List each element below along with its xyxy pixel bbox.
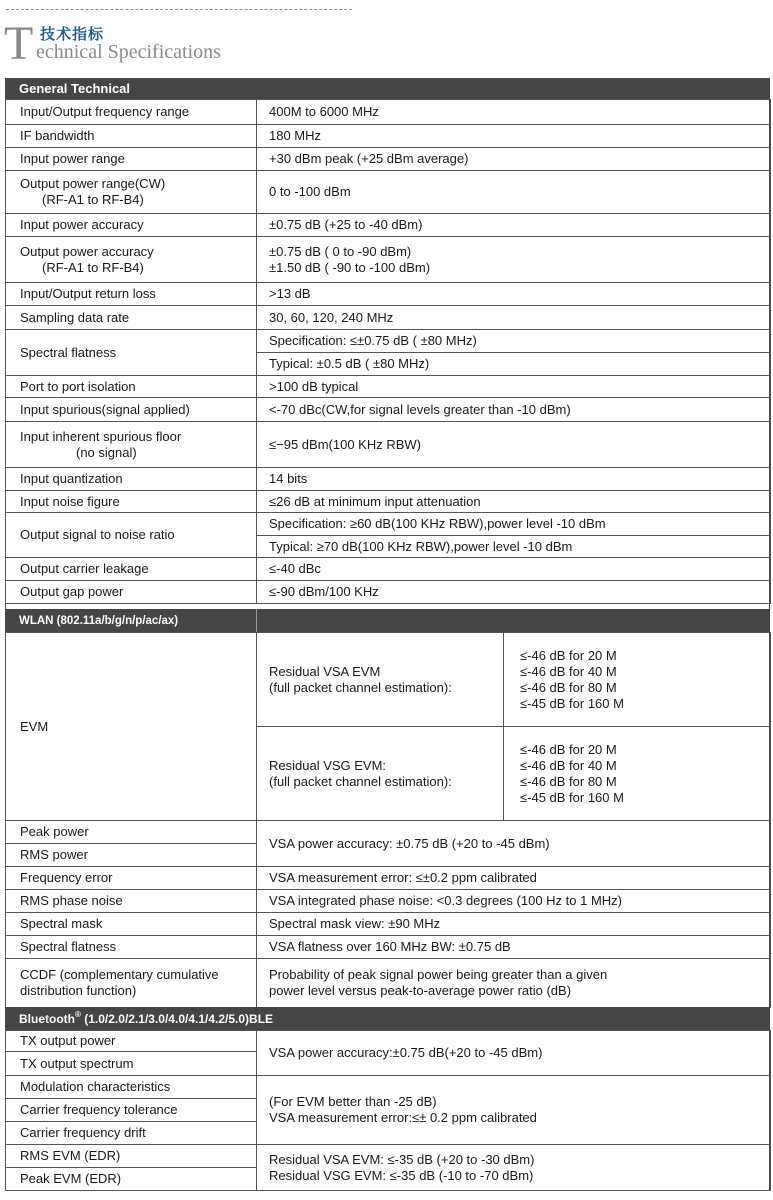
description-line: (full packet channel estimation): xyxy=(269,679,452,695)
row-value: <-70 dBc(CW,for signal levels greater than -10 dBm) xyxy=(257,398,771,422)
table-row xyxy=(6,306,771,330)
bluetooth-word: Bluetooth xyxy=(19,1011,75,1026)
row-label-line: Input inherent spurious floor xyxy=(20,428,182,444)
table-row xyxy=(6,376,771,398)
row-label: Output carrier leakage xyxy=(6,558,257,581)
row-label: TX output power xyxy=(6,1031,257,1052)
row-value: Typical: ±0.5 dB ( ±80 MHz) xyxy=(257,353,771,376)
row-label: Output signal to noise ratio xyxy=(6,513,257,558)
row-value: >13 dB xyxy=(257,283,771,306)
row-value: Typical: ≥70 dB(100 KHz RBW),power level -10 dBm xyxy=(257,536,771,558)
table-row xyxy=(6,330,771,353)
row-value xyxy=(257,959,771,1008)
table-row xyxy=(6,821,771,844)
row-value-line: Residual VSA EVM: ≤-35 dB (+20 to -30 dBm) xyxy=(269,1151,535,1167)
row-value-line: ±0.75 dB ( 0 to -90 dBm) xyxy=(269,243,412,259)
row-label: Input noise figure xyxy=(6,491,257,513)
row-label xyxy=(6,422,257,468)
row-value: VSA power accuracy: ±0.75 dB (+20 to -45 dBm) xyxy=(257,821,771,867)
vsg-evm-values xyxy=(504,727,771,821)
row-value: VSA flatness over 160 MHz BW: ±0.75 dB xyxy=(257,936,771,959)
row-label: Input spurious(signal applied) xyxy=(6,398,257,422)
table-row xyxy=(6,1031,771,1052)
row-label: Frequency error xyxy=(6,867,257,890)
header-big-letter: T xyxy=(4,17,34,70)
row-label: Input power range xyxy=(6,148,257,171)
row-value: VSA measurement error: ≤±0.2 ppm calibrated xyxy=(257,867,771,890)
description-line: Residual VSG EVM: xyxy=(269,757,387,773)
table-row xyxy=(6,1145,771,1168)
row-value: >100 dB typical xyxy=(257,376,771,398)
row-value-line: Residual VSG EVM: ≤-35 dB (-10 to -70 dBm) xyxy=(269,1167,534,1183)
vsa-evm-values xyxy=(504,633,771,727)
row-label: RMS phase noise xyxy=(6,890,257,913)
table-row xyxy=(6,558,771,581)
row-label xyxy=(6,171,257,214)
row-label: Peak power xyxy=(6,821,257,844)
section-wlan-header xyxy=(5,609,770,632)
row-value: 400M to 6000 MHz xyxy=(257,100,771,125)
dashed-rule xyxy=(6,9,352,10)
evm-value: ≤-46 dB for 40 M xyxy=(520,757,617,773)
table-row xyxy=(6,581,771,604)
row-value-line: ±1.50 dB ( -90 to -100 dBm) xyxy=(269,259,431,275)
row-value: ≤26 dB at minimum input attenuation xyxy=(257,491,771,513)
table-row xyxy=(6,491,771,513)
row-label: Spectral mask xyxy=(6,913,257,936)
evm-value: ≤-45 dB for 160 M xyxy=(520,789,624,805)
evm-value: ≤-45 dB for 160 M xyxy=(520,695,624,711)
evm-value: ≤-46 dB for 20 M xyxy=(520,647,617,663)
row-value: Specification: ≤±0.75 dB ( ±80 MHz) xyxy=(257,330,771,353)
description-line: (full packet channel estimation): xyxy=(269,773,452,789)
table-row xyxy=(6,468,771,491)
row-label xyxy=(6,959,257,1008)
evm-value: ≤-46 dB for 80 M xyxy=(520,679,617,695)
row-label: Peak EVM (EDR) xyxy=(6,1168,257,1191)
description-line: Residual VSA EVM xyxy=(269,663,381,679)
row-value: ≤−95 dBm(100 KHz RBW) xyxy=(257,422,771,468)
row-value: 14 bits xyxy=(257,468,771,491)
row-label: Output gap power xyxy=(6,581,257,604)
row-label: Input quantization xyxy=(6,468,257,491)
row-label-line: (RF-A1 to RF-B4) xyxy=(42,259,144,275)
table-row xyxy=(6,913,771,936)
table-row xyxy=(6,283,771,306)
row-value-line: Probability of peak signal power being greater than a given xyxy=(269,967,608,982)
header-chinese-title: 技术指标 xyxy=(40,26,105,43)
table-row xyxy=(6,936,771,959)
header-divider xyxy=(256,609,257,632)
wlan-evm-table xyxy=(5,632,771,821)
evm-value: ≤-46 dB for 80 M xyxy=(520,773,617,789)
section-general-title: General Technical xyxy=(19,81,131,96)
row-label: Input/Output return loss xyxy=(6,283,257,306)
row-label: Spectral flatness xyxy=(6,330,257,376)
row-value: Spectral mask view: ±90 MHz xyxy=(257,913,771,936)
row-label: Carrier frequency drift xyxy=(6,1122,257,1145)
row-label-line: CCDF (complementary cumulative xyxy=(20,967,219,982)
evm-value: ≤-46 dB for 40 M xyxy=(520,663,617,679)
evm-value: ≤-46 dB for 20 M xyxy=(520,741,617,757)
table-row xyxy=(6,867,771,890)
row-value-line: power level versus peak-to-average power ratio (dB) xyxy=(269,983,572,998)
row-value: ≤-40 dBc xyxy=(257,558,771,581)
row-value: 30, 60, 120, 240 MHz xyxy=(257,306,771,330)
table-row xyxy=(6,398,771,422)
row-label-line: Output power range(CW) xyxy=(20,176,166,191)
row-value: ≤-90 dBm/100 KHz xyxy=(257,581,771,604)
table-row xyxy=(6,513,771,536)
row-label: Modulation characteristics xyxy=(6,1076,257,1099)
row-label: Input/Output frequency range xyxy=(6,100,257,125)
vsa-evm-description xyxy=(257,633,504,727)
row-label: RMS EVM (EDR) xyxy=(6,1145,257,1168)
table-row xyxy=(6,237,771,283)
row-label: Port to port isolation xyxy=(6,376,257,398)
row-label: RMS power xyxy=(6,844,257,867)
table-row xyxy=(6,214,771,237)
section-bluetooth-title xyxy=(19,1009,274,1026)
row-label: Sampling data rate xyxy=(6,306,257,330)
table-row xyxy=(6,148,771,171)
row-label: IF bandwidth xyxy=(6,125,257,148)
bluetooth-table xyxy=(5,1030,771,1191)
wlan-table xyxy=(5,820,771,1008)
row-value xyxy=(257,1145,771,1191)
row-value: VSA integrated phase noise: <0.3 degrees (100 Hz to 1 MHz) xyxy=(257,890,771,913)
row-value: VSA power accuracy:±0.75 dB(+20 to -45 dBm) xyxy=(257,1031,771,1076)
row-value-line: VSA measurement error:≤± 0.2 ppm calibrated xyxy=(269,1110,537,1125)
row-value: Specification: ≥60 dB(100 KHz RBW),power level -10 dBm xyxy=(257,513,771,536)
row-value: ±0.75 dB (+25 to -40 dBm) xyxy=(257,214,771,237)
table-row xyxy=(6,890,771,913)
row-label-line: distribution function) xyxy=(20,983,137,998)
row-label-line: (RF-A1 to RF-B4) xyxy=(42,192,144,207)
bluetooth-versions: (1.0/2.0/2.1/3.0/4.0/4.1/4.2/5.0)BLE xyxy=(84,1011,274,1026)
general-table xyxy=(5,99,771,604)
section-bluetooth-header xyxy=(5,1007,770,1030)
row-value: +30 dBm peak (+25 dBm average) xyxy=(257,148,771,171)
section-wlan-title: WLAN (802.11a/b/g/n/p/ac/ax) xyxy=(19,614,179,627)
row-value-line: (For EVM better than -25 dB) xyxy=(269,1094,437,1109)
row-label-line: (no signal) xyxy=(76,444,137,460)
table-row xyxy=(6,171,771,214)
evm-label: EVM xyxy=(6,633,257,821)
table-row xyxy=(6,422,771,468)
row-label-line: Output power accuracy xyxy=(20,243,154,259)
row-label xyxy=(6,237,257,283)
row-value xyxy=(257,1076,771,1145)
row-value: 180 MHz xyxy=(257,125,771,148)
table-row xyxy=(6,1076,771,1099)
header-english-title: echnical Specifications xyxy=(36,41,221,63)
table-row xyxy=(6,125,771,148)
table-row xyxy=(6,633,771,727)
row-label: TX output spectrum xyxy=(6,1052,257,1076)
registered-mark: ® xyxy=(75,1009,81,1019)
row-label: Carrier frequency tolerance xyxy=(6,1099,257,1122)
section-general-header xyxy=(5,78,770,99)
table-row xyxy=(6,959,771,1008)
vsg-evm-description xyxy=(257,727,504,821)
row-value xyxy=(257,237,771,283)
table-row xyxy=(6,100,771,125)
row-label: Input power accuracy xyxy=(6,214,257,237)
row-value: 0 to -100 dBm xyxy=(257,171,771,214)
row-label: Spectral flatness xyxy=(6,936,257,959)
